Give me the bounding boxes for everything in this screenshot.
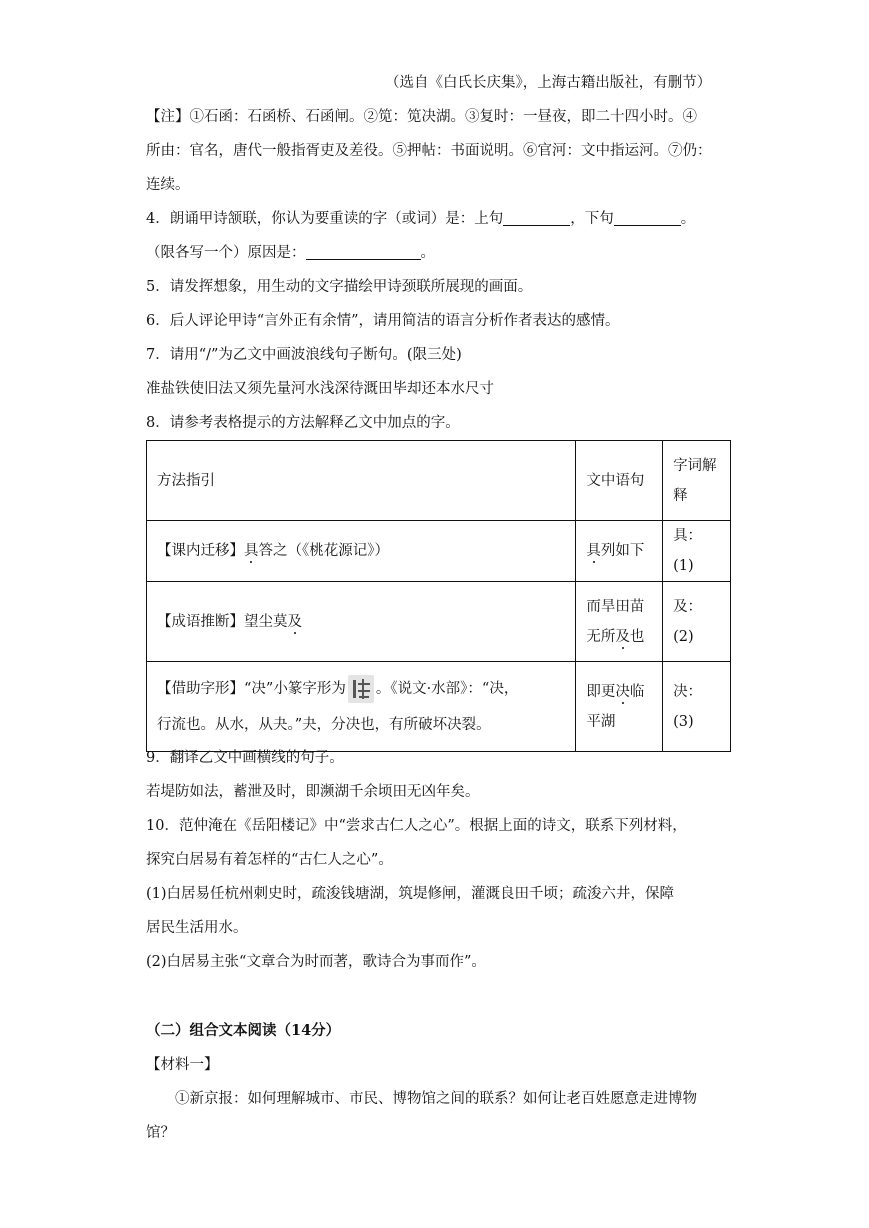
row1-method (147, 521, 576, 582)
question-10: 10．范仲淹在《岳阳楼记》中“尝求古仁人之心”。根据上面的诗文，联系下列材料， (146, 818, 687, 834)
row2-method-pre: 【成语推断】望尘莫 (157, 613, 288, 630)
row3-method-a: 【借助字形】“决”小篆字形为 (157, 680, 346, 697)
question-9: 9．翻译乙文中画横线的句子。 (146, 750, 344, 766)
row1-sentence (576, 521, 663, 582)
table-row (147, 582, 731, 662)
row2-method (147, 582, 576, 662)
question-4-line-2 (146, 243, 435, 263)
notes-line-2: 所由：官名，唐代一般指胥吏及差役。⑤押帖：书面说明。⑥官河：文中指运河。⑦仍： (146, 143, 712, 159)
question-8: 8．请参考表格提示的方法解释乙文中加点的字。 (146, 415, 460, 431)
header-explanation (663, 441, 731, 521)
row3-method (147, 662, 576, 752)
row1-sentence-dotted-char: 具 (586, 543, 601, 559)
row3-method-c: 行流也。从水，从夬。”夬，分决也，有所破坏决裂。 (157, 716, 491, 733)
material-1-paragraph: ①新京报：如何理解城市、市民、博物馆之间的联系？如何让老百姓愿意走进博物 (175, 1091, 697, 1107)
row3-sentence-2: 平湖 (586, 713, 616, 730)
row3-explanation: 决：(3) (663, 662, 731, 752)
material-1-paragraph-cont: 馆？ (146, 1125, 175, 1141)
source-citation: （选自《白氏长庆集》，上海古籍出版社，有删节） (385, 75, 712, 91)
q4-text-1: 4．朗诵甲诗颔联，你认为要重读的字（或词）是：上句 (146, 211, 504, 227)
question-7-sentence: 准盐铁使旧法又须先量河水浅深待溉田毕却还本水尺寸 (146, 381, 494, 397)
row2-sentence-1: 而旱田苗 (586, 598, 645, 615)
question-9-sentence: 若堤防如法，蓄泄及时，即濒湖千余顷田无凶年矣。 (146, 784, 480, 800)
row3-sentence-dotted-char: 决 (615, 683, 630, 700)
question-7: 7．请用“/”为乙文中画波浪线句子断句。(限三处) (146, 347, 462, 363)
q4-text-2: ，下句 (570, 211, 614, 227)
row3-sentence-post: 临 (629, 683, 645, 700)
section-2-title: （二）组合文本阅读（14分） (146, 1022, 341, 1039)
table-header-row (147, 441, 731, 521)
q10-material-1: (1)白居易任杭州刺史时，疏浚钱塘湖，筑堤修闸，灌溉良田千顷；疏浚六井，保障 (146, 886, 675, 902)
header-explanation-2: 释 (673, 487, 688, 504)
row1-sentence-post: 列如下 (600, 543, 645, 559)
row1-explanation: 具：(1) (663, 521, 731, 582)
q4-reason-blank[interactable] (306, 243, 421, 260)
q4-answer-blank-lower[interactable] (614, 209, 681, 226)
row3-sentence (576, 662, 663, 752)
row3-method-b: 。《说文·水部》：“决， (375, 680, 519, 697)
q4-text-4: （限各写一个）原因是： (146, 245, 306, 261)
question-4 (146, 209, 695, 229)
row1-method-pre: 【课内迁移】 (157, 543, 244, 559)
row1-method-dotted-char: 具 (244, 543, 259, 559)
q4-text-5: 。 (420, 245, 435, 261)
row2-sentence (576, 582, 663, 662)
row3-sentence-pre: 即更 (586, 683, 616, 700)
table-row (147, 521, 731, 582)
method-table (146, 440, 731, 752)
row2-sentence-2-pre: 无所 (586, 628, 616, 645)
seal-script-jue-icon (348, 675, 374, 703)
table-row (147, 662, 731, 752)
material-1-label: 【材料一】 (146, 1057, 219, 1073)
q10-material-2: (2)白居易主张“文章合为时而著，歌诗合为事而作”。 (146, 954, 486, 970)
header-explanation-1: 字词解 (673, 457, 717, 474)
row2-method-dotted-char: 及 (287, 613, 302, 630)
q10-material-1-cont: 居民生活用水。 (146, 920, 248, 936)
header-method: 方法指引 (147, 441, 576, 521)
q4-answer-blank-upper[interactable] (503, 209, 570, 226)
question-5: 5．请发挥想象，用生动的文字描绘甲诗颈联所展现的画面。 (146, 279, 533, 295)
notes-line-3: 连续。 (146, 177, 190, 193)
question-10-line-2: 探究白居易有着怎样的“古仁人之心”。 (146, 852, 393, 868)
q4-text-3: 。 (680, 211, 696, 227)
question-6: 6．后人评论甲诗“言外正有余情”，请用简洁的语言分析作者表达的感情。 (146, 313, 620, 329)
row2-explanation: 及：(2) (663, 582, 731, 662)
header-sentence: 文中语句 (576, 441, 663, 521)
row1-method-post: 答之（《桃花源记》） (258, 543, 389, 559)
row2-sentence-2-post: 也 (629, 628, 645, 645)
row2-sentence-dotted-char: 及 (615, 628, 630, 645)
notes-line-1: 【注】①石函：石函桥、石函闸。②笕：笕决湖。③复时：一昼夜，即二十四小时。④ (146, 109, 697, 125)
